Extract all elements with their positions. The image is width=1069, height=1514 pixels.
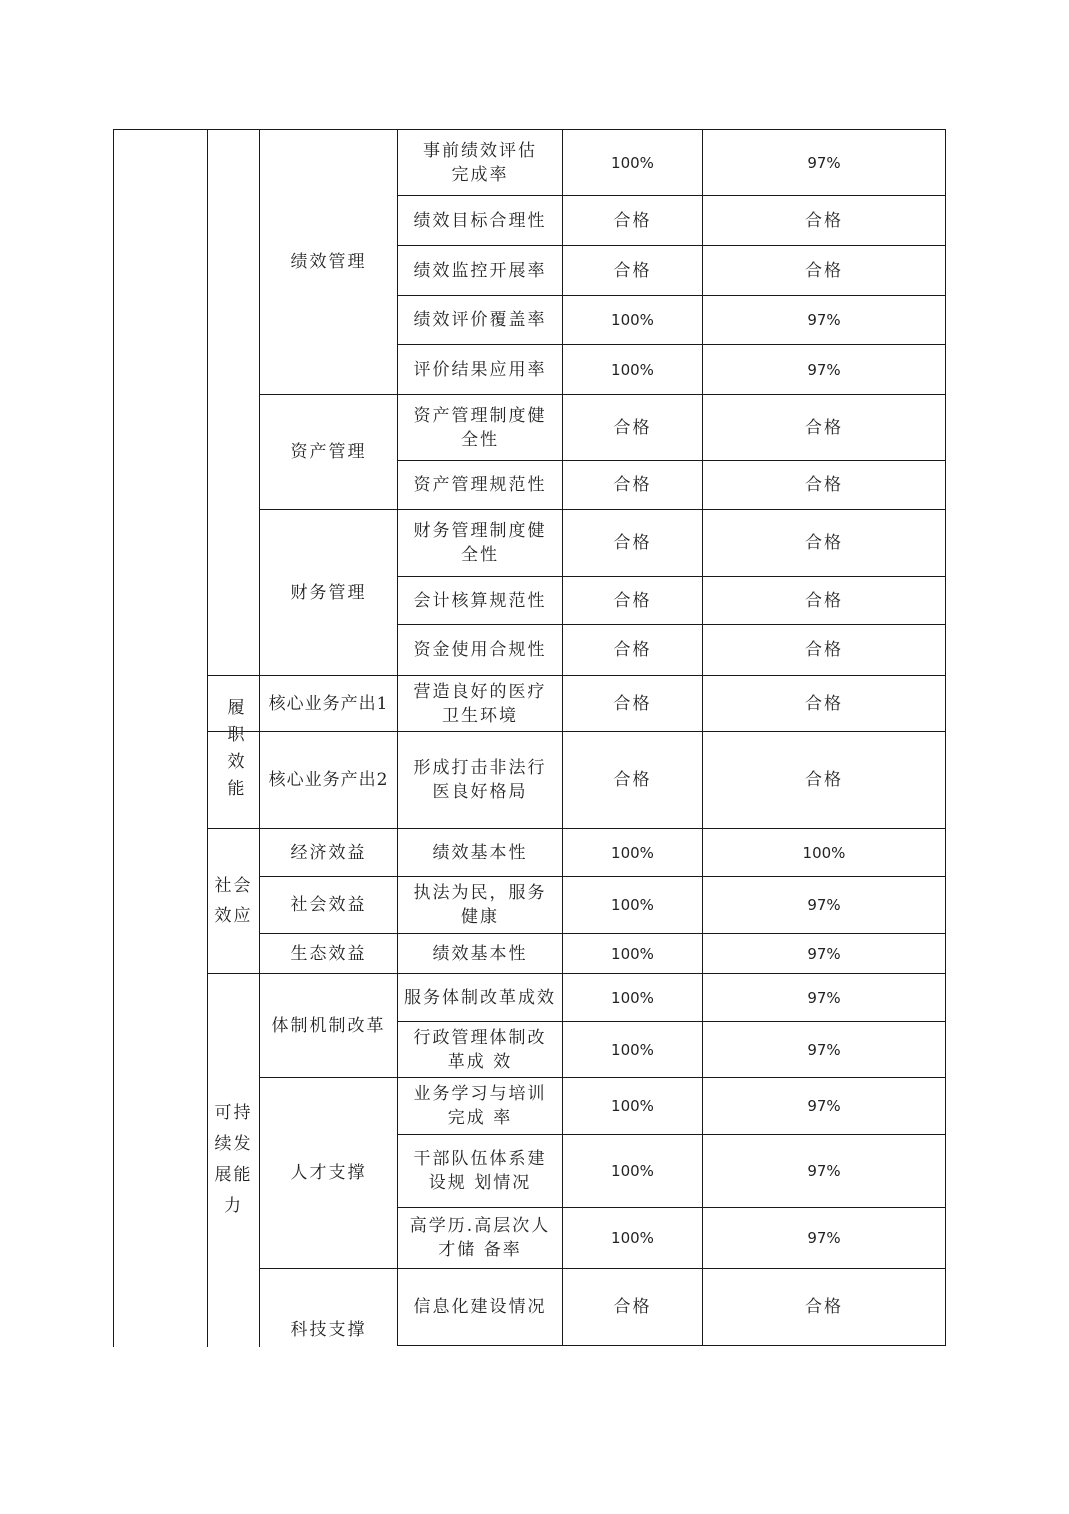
target-text: 合格 bbox=[613, 533, 652, 553]
cell-actual bbox=[703, 877, 945, 933]
level3-label: 核心业务产出1 bbox=[268, 693, 389, 714]
indicator-text: 绩效评价覆盖率 bbox=[413, 310, 547, 330]
cell-target bbox=[563, 676, 702, 731]
target-text: 合格 bbox=[613, 260, 652, 281]
indicator-text: 评价结果应用率 bbox=[413, 359, 547, 380]
cell-target bbox=[563, 934, 702, 973]
cell-actual bbox=[703, 1078, 945, 1134]
cell-indicator bbox=[398, 461, 562, 509]
indicator-text: 会计核算规范性 bbox=[413, 590, 547, 611]
indicator-text: 绩效基本性 bbox=[432, 943, 528, 964]
cell-actual bbox=[703, 676, 945, 731]
target-text: 合格 bbox=[613, 1297, 652, 1317]
level3-cell bbox=[260, 676, 397, 731]
cell-indicator bbox=[398, 1269, 562, 1345]
cell-indicator bbox=[398, 934, 562, 973]
cell-actual bbox=[703, 510, 945, 576]
actual-text: 合格 bbox=[805, 417, 843, 438]
level2-cell bbox=[208, 676, 259, 828]
target-text: 100% bbox=[611, 896, 654, 914]
actual-text: 100% bbox=[802, 843, 846, 862]
cell-indicator bbox=[398, 676, 562, 731]
cell-actual bbox=[703, 1208, 945, 1268]
cell-indicator bbox=[398, 395, 562, 460]
cell-actual bbox=[703, 1022, 945, 1077]
level3-label: 生态效益 bbox=[290, 943, 367, 964]
cell-actual bbox=[703, 577, 945, 624]
cell-target bbox=[563, 577, 702, 624]
actual-text: 合格 bbox=[805, 260, 843, 281]
cell-target bbox=[563, 877, 702, 933]
cell-target bbox=[563, 395, 702, 460]
cell-target bbox=[563, 732, 702, 828]
cell-target bbox=[563, 461, 702, 509]
cell-actual bbox=[703, 732, 945, 828]
cell-actual bbox=[703, 461, 945, 509]
level3-label: 资产管理 bbox=[290, 442, 367, 462]
cell-indicator bbox=[398, 246, 562, 295]
cell-target bbox=[563, 296, 702, 344]
actual-text: 合格 bbox=[805, 770, 843, 790]
indicator-text: 营造良好的医疗卫生环境 bbox=[413, 681, 547, 726]
table-border-bottom bbox=[397, 1345, 946, 1346]
cell-indicator bbox=[398, 829, 562, 876]
actual-text: 97% bbox=[807, 896, 841, 914]
cell-indicator bbox=[398, 196, 562, 245]
indicator-text: 财务管理制度健全性 bbox=[413, 521, 547, 565]
level2-cell bbox=[208, 974, 259, 1346]
target-text: 100% bbox=[611, 1162, 654, 1180]
indicator-text: 形成打击非法行医良好格局 bbox=[413, 758, 547, 802]
cell-indicator bbox=[398, 625, 562, 675]
target-text: 100% bbox=[611, 1097, 654, 1115]
cell-actual bbox=[703, 974, 945, 1021]
target-text: 100% bbox=[611, 988, 654, 1007]
level3-cell bbox=[260, 877, 397, 933]
indicator-text: 绩效基本性 bbox=[432, 842, 528, 863]
cell-actual bbox=[703, 296, 945, 344]
target-text: 100% bbox=[611, 1229, 654, 1247]
cell-actual bbox=[703, 934, 945, 973]
target-text: 100% bbox=[611, 153, 654, 172]
level3-label: 科技支撑 bbox=[290, 1320, 367, 1340]
actual-text: 97% bbox=[807, 153, 841, 172]
indicator-text: 资产管理规范性 bbox=[413, 475, 547, 495]
level2-label: 履职效能 bbox=[223, 698, 244, 806]
actual-text: 合格 bbox=[805, 475, 843, 495]
level3-label: 财务管理 bbox=[290, 582, 367, 603]
target-text: 100% bbox=[611, 311, 654, 329]
target-text: 100% bbox=[611, 1040, 654, 1059]
cell-target bbox=[563, 130, 702, 195]
target-text: 合格 bbox=[613, 475, 652, 495]
target-text: 100% bbox=[611, 360, 654, 379]
actual-text: 97% bbox=[807, 1229, 841, 1247]
cell-actual bbox=[703, 829, 945, 876]
indicator-text: 干部队伍体系建设规 划情况 bbox=[413, 1149, 547, 1193]
level3-label: 体制机制改革 bbox=[271, 1015, 386, 1036]
cell-target bbox=[563, 1078, 702, 1134]
level3-cell bbox=[260, 130, 397, 394]
cell-actual bbox=[703, 625, 945, 675]
cell-actual bbox=[703, 345, 945, 394]
level3-cell bbox=[260, 510, 397, 675]
level3-cell bbox=[260, 829, 397, 876]
cell-target bbox=[563, 1208, 702, 1268]
actual-text: 97% bbox=[807, 1162, 841, 1180]
indicator-text: 资金使用合规性 bbox=[413, 640, 547, 660]
cell-indicator bbox=[398, 510, 562, 576]
cell-actual bbox=[703, 246, 945, 295]
level3-label: 社会效益 bbox=[290, 895, 367, 915]
target-text: 合格 bbox=[613, 693, 652, 714]
cell-actual bbox=[703, 1135, 945, 1207]
indicator-text: 高学历.高层次人才储 备率 bbox=[409, 1216, 551, 1260]
indicator-text: 绩效监控开展率 bbox=[413, 260, 547, 281]
indicator-text: 绩效目标合理性 bbox=[413, 210, 547, 231]
cell-indicator bbox=[398, 1208, 562, 1268]
cell-actual bbox=[703, 130, 945, 195]
level2-cell bbox=[208, 829, 259, 973]
cell-indicator bbox=[398, 732, 562, 828]
actual-text: 97% bbox=[807, 360, 841, 379]
actual-text: 97% bbox=[807, 311, 841, 329]
cell-target bbox=[563, 625, 702, 675]
actual-text: 合格 bbox=[805, 640, 843, 660]
cell-actual bbox=[703, 395, 945, 460]
cell-target bbox=[563, 1135, 702, 1207]
cell-indicator bbox=[398, 1135, 562, 1207]
table-border-right bbox=[945, 129, 946, 1346]
cell-target bbox=[563, 1269, 702, 1345]
indicator-text: 执法为民，服务健康 bbox=[413, 883, 547, 927]
level3-label: 人才支撑 bbox=[290, 1163, 367, 1183]
cell-target bbox=[563, 196, 702, 245]
level3-label: 绩效管理 bbox=[290, 252, 367, 272]
target-text: 合格 bbox=[613, 590, 652, 611]
actual-text: 97% bbox=[807, 944, 841, 963]
actual-text: 合格 bbox=[805, 590, 843, 611]
actual-text: 97% bbox=[807, 1097, 841, 1115]
cell-target bbox=[563, 246, 702, 295]
cell-target bbox=[563, 829, 702, 876]
level3-cell bbox=[260, 732, 397, 828]
actual-text: 合格 bbox=[805, 210, 843, 231]
cell-indicator bbox=[398, 877, 562, 933]
indicator-text: 信息化建设情况 bbox=[413, 1297, 547, 1317]
actual-text: 合格 bbox=[805, 533, 843, 553]
target-text: 合格 bbox=[613, 417, 652, 438]
level3-label: 经济效益 bbox=[290, 842, 367, 863]
actual-text: 97% bbox=[807, 1040, 841, 1059]
indicator-text: 行政管理体制改革成 效 bbox=[413, 1027, 547, 1072]
cell-target bbox=[563, 510, 702, 576]
cell-target bbox=[563, 345, 702, 394]
target-text: 合格 bbox=[613, 210, 652, 231]
cell-target bbox=[563, 974, 702, 1021]
target-text: 合格 bbox=[613, 770, 652, 790]
level3-cell bbox=[260, 974, 397, 1077]
cell-indicator bbox=[398, 345, 562, 394]
cell-indicator bbox=[398, 1078, 562, 1134]
actual-text: 合格 bbox=[805, 693, 843, 714]
table-border-left bbox=[113, 129, 114, 1347]
level3-cell bbox=[260, 934, 397, 973]
target-text: 100% bbox=[611, 843, 654, 862]
level3-cell bbox=[260, 1078, 397, 1268]
level3-cell bbox=[260, 1300, 397, 1360]
cell-actual bbox=[703, 1269, 945, 1345]
indicator-text: 业务学习与培训完成 率 bbox=[413, 1084, 547, 1128]
indicator-text: 服务体制改革成效 bbox=[404, 987, 556, 1008]
level2-label: 可持续发展能力 bbox=[214, 1103, 253, 1216]
actual-text: 合格 bbox=[805, 1297, 843, 1317]
target-text: 100% bbox=[611, 944, 654, 963]
actual-text: 97% bbox=[807, 988, 841, 1007]
cell-indicator bbox=[398, 130, 562, 195]
cell-indicator bbox=[398, 296, 562, 344]
level3-cell bbox=[260, 395, 397, 509]
cell-indicator bbox=[398, 577, 562, 624]
target-text: 合格 bbox=[613, 640, 652, 660]
cell-indicator bbox=[398, 1022, 562, 1077]
cell-target bbox=[563, 1022, 702, 1077]
cell-indicator bbox=[398, 974, 562, 1021]
indicator-text: 资产管理制度健全性 bbox=[413, 405, 547, 450]
cell-actual bbox=[703, 196, 945, 245]
level2-label: 社会效应 bbox=[214, 876, 253, 926]
indicator-text: 事前绩效评估完成率 bbox=[423, 140, 537, 185]
level3-label: 核心业务产出2 bbox=[268, 770, 389, 790]
